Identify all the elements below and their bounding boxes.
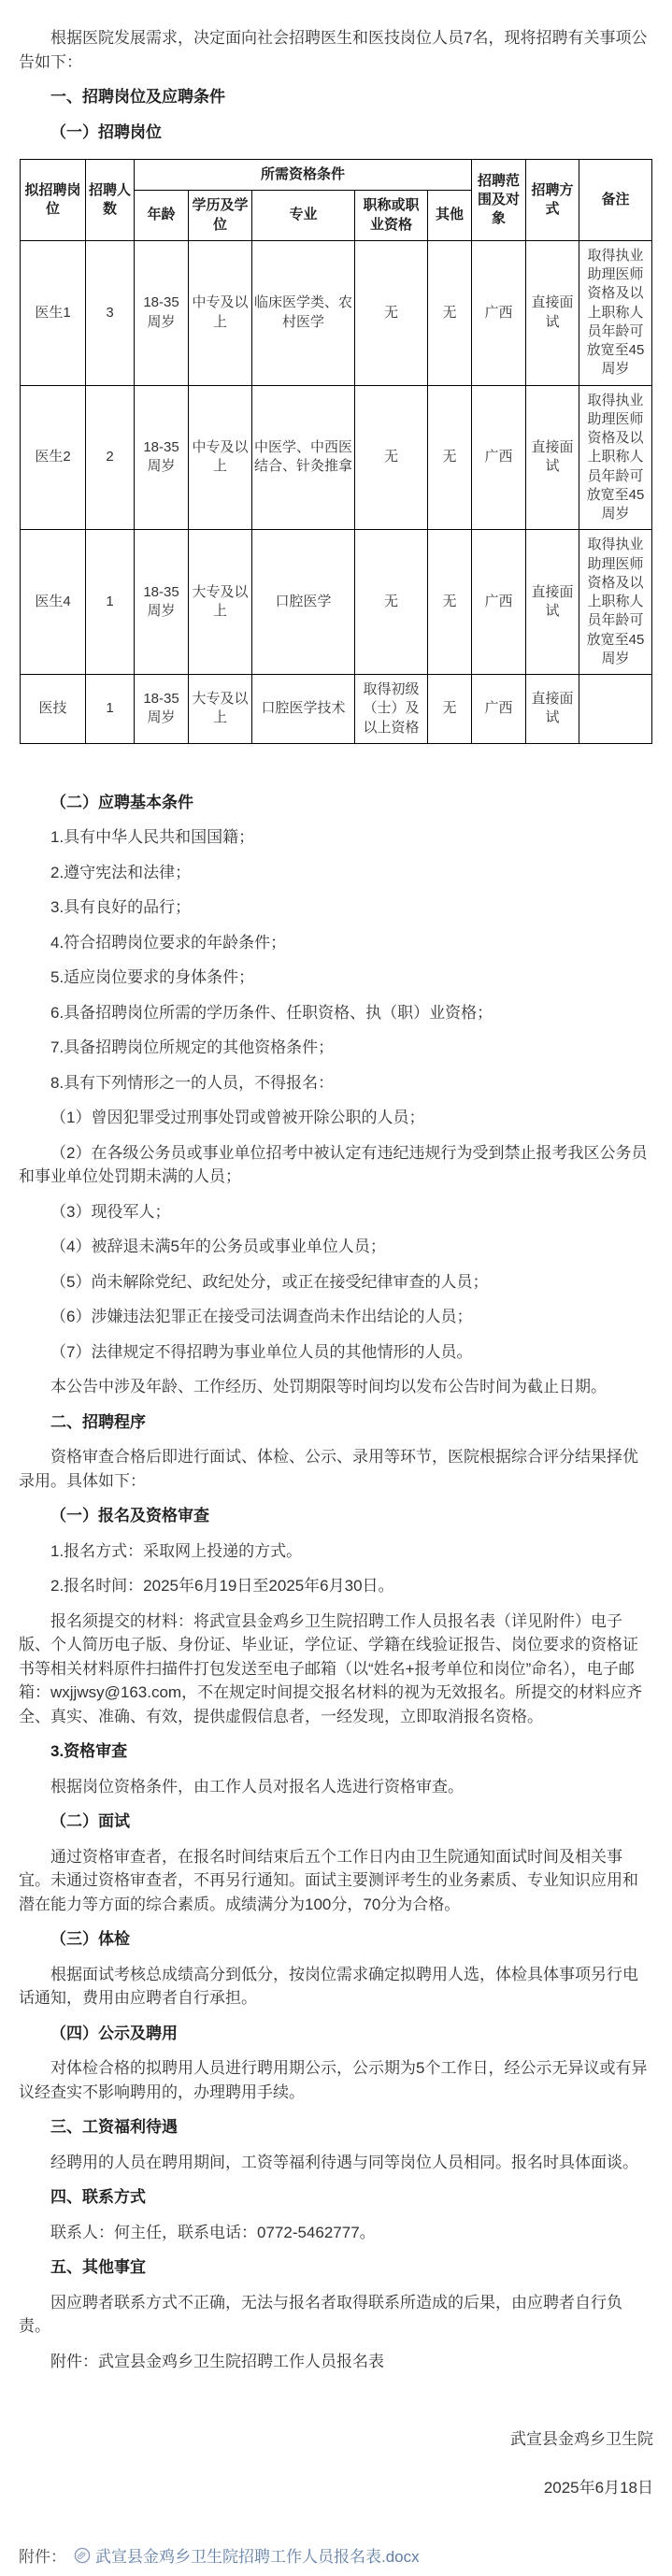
body-section <box>19 791 653 2374</box>
cell-edu: 中专及以上 <box>189 240 252 385</box>
header-scope: 招聘范围及对象 <box>472 160 526 241</box>
cell-scope: 广西 <box>472 530 526 675</box>
cell-scope: 广西 <box>472 385 526 530</box>
subsection-heading: （二）面试 <box>50 1812 130 1831</box>
cell-count: 3 <box>86 240 135 385</box>
cell-scope: 广西 <box>472 675 526 744</box>
paragraph: 4.符合招聘岗位要求的年龄条件； <box>50 933 287 952</box>
paragraph: 1.具有中华人民共和国国籍； <box>50 828 255 847</box>
cell-post: 医技 <box>21 675 86 744</box>
paragraph: 附件：武宣县金鸡乡卫生院招聘工作人员报名表 <box>50 2352 384 2370</box>
cell-other: 无 <box>428 530 472 675</box>
cell-method: 直接面试 <box>526 530 579 675</box>
paragraph: （2）在各级公务员或事业单位招考中被认定有违纪违规行为受到禁止报考我区公务员和事业单位处罚期未满的人员； <box>19 1143 648 1186</box>
paragraph: 本公告中涉及年龄、工作经历、处罚期限等时间均以发布公告时间为截止日期。 <box>50 1378 607 1396</box>
cell-major: 口腔医学技术 <box>252 675 355 744</box>
cell-post: 医生1 <box>21 240 86 385</box>
paragraph: 对体检合格的拟聘用人员进行聘用期公示，公示期为5个工作日，经公示无异议或有异议经查实不影响聘用的，办理聘用手续。 <box>19 2059 648 2101</box>
cell-count: 2 <box>86 385 135 530</box>
cell-note: 取得执业助理医师资格及以上职称人员年龄可放宽至45周岁 <box>579 385 652 530</box>
table-row <box>21 530 652 675</box>
table-row <box>21 675 652 744</box>
attachment-file-link[interactable]: 武宣县金鸡乡卫生院招聘工作人员报名表.docx <box>95 2548 420 2567</box>
section-heading: 五、其他事宜 <box>50 2258 146 2277</box>
recruitment-table <box>20 159 652 744</box>
paragraph: （5）尚未解除党纪、政纪处分，或正在接受纪律审查的人员； <box>50 1272 489 1291</box>
table-header <box>21 160 652 241</box>
paragraph: 2.报名时间：2025年6月19日至2025年6月30日。 <box>50 1577 394 1596</box>
cell-title_qual: 无 <box>355 240 428 385</box>
cell-count: 1 <box>86 530 135 675</box>
section-heading: 四、联系方式 <box>50 2188 146 2207</box>
cell-note: 取得执业助理医师资格及以上职称人员年龄可放宽至45周岁 <box>579 530 652 675</box>
paragraph: 报名须提交的材料：将武宣县金鸡乡卫生院招聘工作人员报名表（详见附件）电子版、个人简历电子版、身份证、毕业证，学位证、学籍在线验证报告、岗位要求的资格证书等相关材料原件扫描件打包发送至电子邮箱（以“姓名+报考单位和岗位”命名），电子邮箱：wxjjwsy@163.com，不在规定时间提交报名材料的视为无效报名。所提交的材料应齐全、真实、准确、有效，提供虚假信息者，一经发现，立即取消报名资格。 <box>19 1611 643 1725</box>
header-method: 招聘方式 <box>526 160 579 241</box>
table-body <box>21 240 652 743</box>
header-qualification-group: 所需资格条件 <box>135 160 472 191</box>
paragraph: 联系人：何主任，联系电话：0772-5462777。 <box>50 2223 376 2241</box>
paragraph: （7）法律规定不得招聘为事业单位人员的其他情形的人员。 <box>50 1342 473 1361</box>
header-title-qualification: 职称或职业资格 <box>355 191 428 241</box>
paragraph: 6.具备招聘岗位所需的学历条件、任职资格、执（职）业资格； <box>50 1003 493 1022</box>
cell-note <box>579 675 652 744</box>
paragraph: 资格审查合格后即进行面试、体检、公示、录用等环节，医院根据综合评分结果择优录用。具体如下： <box>19 1448 638 1490</box>
table-row <box>21 385 652 530</box>
header-age: 年龄 <box>135 191 189 241</box>
section-heading: 二、招聘程序 <box>50 1412 146 1431</box>
intro-section <box>19 26 653 144</box>
cell-method: 直接面试 <box>526 675 579 744</box>
paragraph: （3）现役军人； <box>50 1202 171 1221</box>
paragraph: 根据面试考核总成绩高分到低分，按岗位需求确定拟聘用人选，体检具体事项另行电话通知，费用由应聘者自行承担。 <box>19 1965 638 2008</box>
subsection-heading: （一）报名及资格审查 <box>50 1507 209 1525</box>
cell-edu: 大专及以上 <box>189 530 252 675</box>
paragraph: （6）涉嫌违法犯罪正在接受司法调查尚未作出结论的人员； <box>50 1308 473 1326</box>
header-note: 备注 <box>579 160 652 241</box>
paragraph: 7.具备招聘岗位所规定的其他资格条件； <box>50 1038 335 1057</box>
cell-age: 18-35周岁 <box>135 675 189 744</box>
cell-method: 直接面试 <box>526 240 579 385</box>
section-heading: 一、招聘岗位及应聘条件 <box>50 88 225 106</box>
header-other: 其他 <box>428 191 472 241</box>
bold-paragraph: 3.资格审查 <box>50 1742 128 1761</box>
cell-major: 中医学、中西医结合、针灸推拿 <box>252 385 355 530</box>
attachment-bar <box>19 2543 420 2567</box>
cell-title_qual: 无 <box>355 530 428 675</box>
cell-note: 取得执业助理医师资格及以上职称人员年龄可放宽至45周岁 <box>579 240 652 385</box>
paragraph: 1.报名方式：采取网上投递的方式。 <box>50 1541 303 1560</box>
signature-organization: 武宣县金鸡乡卫生院 <box>510 2430 653 2449</box>
paragraph: 因应聘者联系方式不正确，无法与报名者取得联系所造成的后果，由应聘者自行负责。 <box>19 2293 622 2336</box>
section-heading: 三、工资福利待遇 <box>50 2118 178 2137</box>
cell-scope: 广西 <box>472 240 526 385</box>
cell-post: 医生2 <box>21 385 86 530</box>
paragraph: 通过资格审查者，在报名时间结束后五个工作日内由卫生院通知面试时间及相关事宜。未通过资格审查者，不再另行通知。面试主要测评考生的业务素质、专业知识应用和潜在能力等方面的综合素质。成绩满分为100分，70分为合格。 <box>19 1847 638 1913</box>
signature-date: 2025年6月18日 <box>543 2478 653 2497</box>
cell-age: 18-35周岁 <box>135 240 189 385</box>
cell-other: 无 <box>428 675 472 744</box>
paragraph: 2.遵守宪法和法律； <box>50 863 192 881</box>
paragraph: 根据医院发展需求，决定面向社会招聘医生和医技岗位人员7名，现将招聘有关事项公告如下： <box>19 29 648 71</box>
paragraph: 8.具有下列情形之一的人员，不得报名： <box>50 1073 335 1092</box>
paperclip-icon <box>74 2547 91 2564</box>
cell-edu: 大专及以上 <box>189 675 252 744</box>
cell-age: 18-35周岁 <box>135 530 189 675</box>
subsection-heading: （二）应聘基本条件 <box>50 793 193 811</box>
subsection-heading: （一）招聘岗位 <box>50 122 162 141</box>
cell-major: 口腔医学 <box>252 530 355 675</box>
subsection-heading: （三）体检 <box>50 1930 130 1949</box>
paragraph: 5.适应岗位要求的身体条件； <box>50 968 255 987</box>
paragraph: 3.具有良好的品行； <box>50 898 192 917</box>
cell-method: 直接面试 <box>526 385 579 530</box>
cell-age: 18-35周岁 <box>135 385 189 530</box>
header-education: 学历及学位 <box>189 191 252 241</box>
paragraph: （4）被辞退未满5年的公务员或事业单位人员； <box>50 1238 386 1256</box>
header-major: 专业 <box>252 191 355 241</box>
cell-title_qual: 无 <box>355 385 428 530</box>
header-post: 拟招聘岗位 <box>21 160 86 241</box>
paragraph: （1）曾因犯罪受过刑事处罚或曾被开除公职的人员； <box>50 1109 425 1127</box>
attachment-label: 附件： <box>19 2548 66 2567</box>
cell-other: 无 <box>428 385 472 530</box>
cell-title_qual: 取得初级（士）及以上资格 <box>355 675 428 744</box>
cell-count: 1 <box>86 675 135 744</box>
cell-edu: 中专及以上 <box>189 385 252 530</box>
paragraph: 根据岗位资格条件，由工作人员对报名人选进行资格审查。 <box>50 1777 464 1796</box>
cell-post: 医生4 <box>21 530 86 675</box>
paragraph: 经聘用的人员在聘用期间，工资等福利待遇与同等岗位人员相同。报名时具体面谈。 <box>50 2153 638 2171</box>
cell-other: 无 <box>428 240 472 385</box>
subsection-heading: （四）公示及聘用 <box>50 2024 178 2042</box>
header-count: 招聘人数 <box>86 160 135 241</box>
table-row <box>21 240 652 385</box>
cell-major: 临床医学类、农村医学 <box>252 240 355 385</box>
